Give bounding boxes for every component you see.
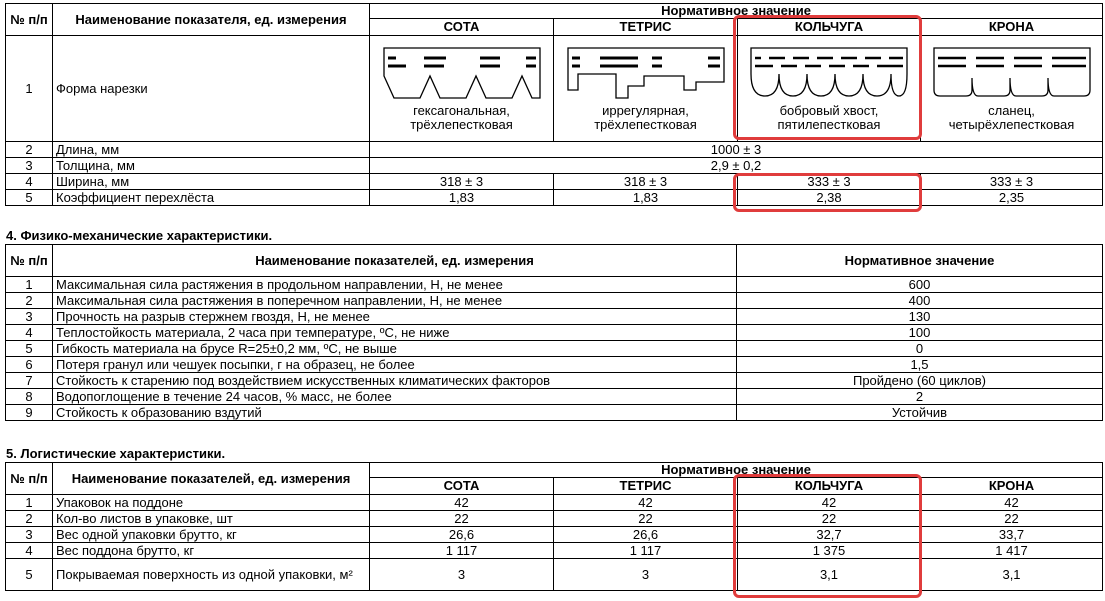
col-header-kolchuga: КОЛЬЧУГА	[738, 478, 921, 495]
col-header-krona: КРОНА	[921, 19, 1103, 36]
row-num: 9	[6, 405, 53, 421]
header-norm: Нормативное значение	[370, 463, 1103, 478]
value-krona: 333 ± 3	[921, 174, 1103, 190]
row-num: 3	[6, 527, 53, 543]
value-kolchuga: 22	[738, 511, 921, 527]
row-name: Коэффициент перехлёста	[53, 190, 370, 206]
row-value: 400	[737, 293, 1103, 309]
value-krona: 33,7	[921, 527, 1103, 543]
row-name: Максимальная сила растяжения в продольном направлении, Н, не менее	[53, 277, 737, 293]
table-row	[6, 190, 1103, 206]
slate-shingle-icon	[932, 46, 1092, 104]
row-num: 1	[6, 495, 53, 511]
row-name: Теплостойкость материала, 2 часа при температуре, ºC, не ниже	[53, 325, 737, 341]
value-tetris: 22	[554, 511, 738, 527]
row-num: 5	[6, 559, 53, 591]
table-row	[6, 559, 1103, 591]
value-kolchuga: 3,1	[738, 559, 921, 591]
header-num: № п/п	[6, 245, 53, 277]
row-name: Упаковок на поддоне	[53, 495, 370, 511]
value-tetris: 42	[554, 495, 738, 511]
row-name: Покрываемая поверхность из одной упаковки, м²	[53, 559, 370, 591]
row-name: Длина, мм	[53, 142, 370, 158]
row-num: 1	[6, 36, 53, 142]
highlight-kolchuga-logistics	[733, 474, 922, 598]
value-tetris: 1,83	[554, 190, 738, 206]
header-name: Наименование показателя, ед. измерения	[53, 4, 370, 36]
row-value: Пройдено (60 циклов)	[737, 373, 1103, 389]
table-row	[6, 36, 1103, 142]
value-kolchuga: 42	[738, 495, 921, 511]
row-num: 5	[6, 341, 53, 357]
table-row	[6, 341, 1103, 357]
value-krona: 1 417	[921, 543, 1103, 559]
row-name: Прочность на разрыв стержнем гвоздя, Н, не менее	[53, 309, 737, 325]
value-sota: 3	[370, 559, 554, 591]
value-sota: 318 ± 3	[370, 174, 554, 190]
value-tetris: 1 117	[554, 543, 738, 559]
shape-caption-line1: иррегулярная,	[602, 102, 689, 118]
table-row	[6, 527, 1103, 543]
table-row	[6, 495, 1103, 511]
value-kolchuga: 1 375	[738, 543, 921, 559]
table-row	[6, 389, 1103, 405]
value-krona: 42	[921, 495, 1103, 511]
shape-cell-krona	[921, 36, 1103, 142]
shape-caption-line2: пятилепестковая	[777, 116, 881, 132]
table-row	[6, 277, 1103, 293]
row-name: Вес поддона брутто, кг	[53, 543, 370, 559]
value-sota: 1,83	[370, 190, 554, 206]
value-tetris: 26,6	[554, 527, 738, 543]
col-header-tetris: ТЕТРИС	[554, 19, 738, 36]
row-num: 7	[6, 373, 53, 389]
value-sota: 1 117	[370, 543, 554, 559]
row-name: Гибкость материала на брусе R=25±0,2 мм, ºC, не выше	[53, 341, 737, 357]
value-kolchuga: 32,7	[738, 527, 921, 543]
section-4-title: 4. Физико-механические характеристики.	[6, 228, 273, 243]
shape-caption-line2: четырёхлепестковая	[948, 116, 1075, 132]
row-name: Форма нарезки	[53, 36, 370, 142]
value-sota: 42	[370, 495, 554, 511]
shape-cell-sota	[370, 36, 554, 142]
col-header-sota: СОТА	[370, 478, 554, 495]
row-num: 4	[6, 543, 53, 559]
irregular-shingle-icon	[566, 46, 726, 104]
row-name: Потеря гранул или чешуек посыпки, г на образец, не более	[53, 357, 737, 373]
merged-value: 1000 ± 3	[370, 142, 1103, 158]
section-5-title: 5. Логистические характеристики.	[6, 446, 226, 461]
physical-mechanical-table	[5, 244, 1103, 421]
value-krona: 22	[921, 511, 1103, 527]
row-name: Толщина, мм	[53, 158, 370, 174]
table-row	[6, 325, 1103, 341]
row-num: 8	[6, 389, 53, 405]
shape-caption-line1: сланец,	[988, 102, 1035, 118]
col-header-tetris: ТЕТРИС	[554, 478, 738, 495]
value-kolchuga: 2,38	[738, 190, 921, 206]
logistics-table	[5, 462, 1103, 591]
value-kolchuga: 333 ± 3	[738, 174, 921, 190]
table-row	[6, 293, 1103, 309]
table-row	[6, 373, 1103, 389]
row-name: Водопоглощение в течение 24 часов, % масс, не более	[53, 389, 737, 405]
shape-caption-line2: трёхлепестковая	[594, 116, 697, 132]
shape-caption-line1: гексагональная,	[413, 102, 510, 118]
table-row	[6, 357, 1103, 373]
row-num: 2	[6, 293, 53, 309]
hexagonal-shingle-icon	[382, 46, 542, 104]
table-row	[6, 158, 1103, 174]
col-header-sota: СОТА	[370, 19, 554, 36]
row-num: 5	[6, 190, 53, 206]
row-name: Вес одной упаковки брутто, кг	[53, 527, 370, 543]
row-name: Кол-во листов в упаковке, шт	[53, 511, 370, 527]
header-norm: Нормативное значение	[737, 245, 1103, 277]
row-num: 2	[6, 142, 53, 158]
shape-caption-line1: бобровый хвост,	[779, 102, 879, 118]
table-row	[6, 142, 1103, 158]
row-value: 130	[737, 309, 1103, 325]
row-value: 600	[737, 277, 1103, 293]
header-name: Наименование показателей, ед. измерения	[53, 463, 370, 495]
value-sota: 22	[370, 511, 554, 527]
table-row	[6, 543, 1103, 559]
row-num: 4	[6, 174, 53, 190]
row-value: Устойчив	[737, 405, 1103, 421]
row-num: 1	[6, 277, 53, 293]
col-header-kolchuga: КОЛЬЧУГА	[738, 19, 921, 36]
merged-value: 2,9 ± 0,2	[370, 158, 1103, 174]
row-name: Максимальная сила растяжения в поперечном направлении, Н, не менее	[53, 293, 737, 309]
row-value: 0	[737, 341, 1103, 357]
table-row	[6, 511, 1103, 527]
col-header-krona: КРОНА	[921, 478, 1103, 495]
row-name: Стойкость к старению под воздействием искусственных климатических факторов	[53, 373, 737, 389]
table-row	[6, 174, 1103, 190]
value-sota: 26,6	[370, 527, 554, 543]
row-value: 1,5	[737, 357, 1103, 373]
highlight-kolchuga-shape	[733, 15, 922, 140]
header-name: Наименование показателей, ед. измерения	[53, 245, 737, 277]
highlight-kolchuga-values	[733, 173, 922, 212]
row-num: 3	[6, 309, 53, 325]
value-krona: 3,1	[921, 559, 1103, 591]
row-name: Ширина, мм	[53, 174, 370, 190]
row-value: 2	[737, 389, 1103, 405]
table-row	[6, 405, 1103, 421]
row-num: 4	[6, 325, 53, 341]
row-name: Стойкость к образованию вздутий	[53, 405, 737, 421]
shape-caption-line2: трёхлепестковая	[410, 116, 513, 132]
header-norm: Нормативное значение	[370, 4, 1103, 19]
row-num: 2	[6, 511, 53, 527]
value-tetris: 3	[554, 559, 738, 591]
shingle-shape-table	[5, 3, 1103, 206]
row-num: 3	[6, 158, 53, 174]
row-num: 6	[6, 357, 53, 373]
header-num: № п/п	[6, 4, 53, 36]
table-row	[6, 309, 1103, 325]
value-tetris: 318 ± 3	[554, 174, 738, 190]
value-krona: 2,35	[921, 190, 1103, 206]
row-value: 100	[737, 325, 1103, 341]
header-num: № п/п	[6, 463, 53, 495]
shape-cell-tetris	[554, 36, 738, 142]
